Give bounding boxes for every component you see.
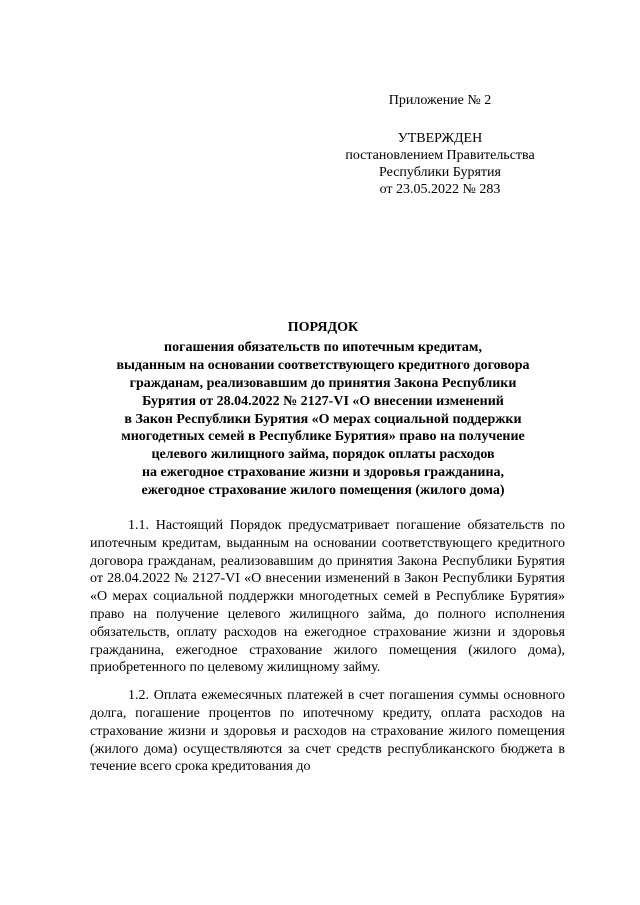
heading-line: выданным на основании соответствующего кредитного договора (116, 357, 530, 373)
heading-line: ежегодное страхование жилого помещения (жилого дома) (141, 483, 505, 499)
document-body (90, 517, 565, 786)
heading-line: целевого жилищного займа, порядок оплаты расходов (151, 447, 495, 463)
approved-stamp: УТВЕРЖДЕН (397, 131, 483, 146)
heading-line: многодетных семей в Республике Бурятия» право на получение (121, 429, 525, 445)
heading-line: на ежегодное страхование жизни и здоровья гражданина, (141, 465, 505, 481)
document-title: ПОРЯДОК (287, 320, 359, 335)
approval-block (330, 92, 550, 198)
paragraph-1-1: 1.1. Настоящий Порядок предусматривает погашение обязательств по ипотечным кредитам, выданным на основании соответствующего кредитного договора гражданам, реализовавшим до принятия Закона Республики Бурятия от 28.04.2022 № 2127-VI «О внесении изменений в Закон Республики Бурятия «О мерах социальной поддержки многодетных семей в Республике Бурятия» право на получение целевого жилищного займа, до полного исполнения обязательств, оплату расходов на ежегодное страхование жизни и здоровья гражданина, ежегодное страхование жилого помещения (жилого дома), приобретенного по целевому жилищному займу. (90, 518, 565, 676)
approval-line-1: постановлением Правительства (345, 148, 535, 163)
heading-line: гражданам, реализовавшим до принятия Закона Республики (129, 375, 517, 391)
heading-line: в Закон Республики Бурятия «О мерах социальной поддержки (124, 411, 522, 427)
annex-number: Приложение № 2 (388, 93, 492, 108)
heading-line: Бурятия от 28.04.2022 № 2127-VI «О внесении изменений (142, 393, 504, 409)
heading-line: погашения обязательств по ипотечным кредитам, (164, 339, 482, 355)
document-heading (88, 319, 558, 500)
paragraph-1-2: 1.2. Оплата ежемесячных платежей в счет погашения суммы основного долга, погашение процентов по ипотечному кредиту, оплата расходов на страхование жизни и здоровья и расходов на страхование жилого помещения (жилого дома) осуществляются за счет средств республиканского бюджета в течение всего срока кредитования до (90, 688, 565, 775)
approval-line-2: Республики Бурятия (379, 165, 501, 180)
approval-line-3: от 23.05.2022 № 283 (379, 182, 501, 197)
